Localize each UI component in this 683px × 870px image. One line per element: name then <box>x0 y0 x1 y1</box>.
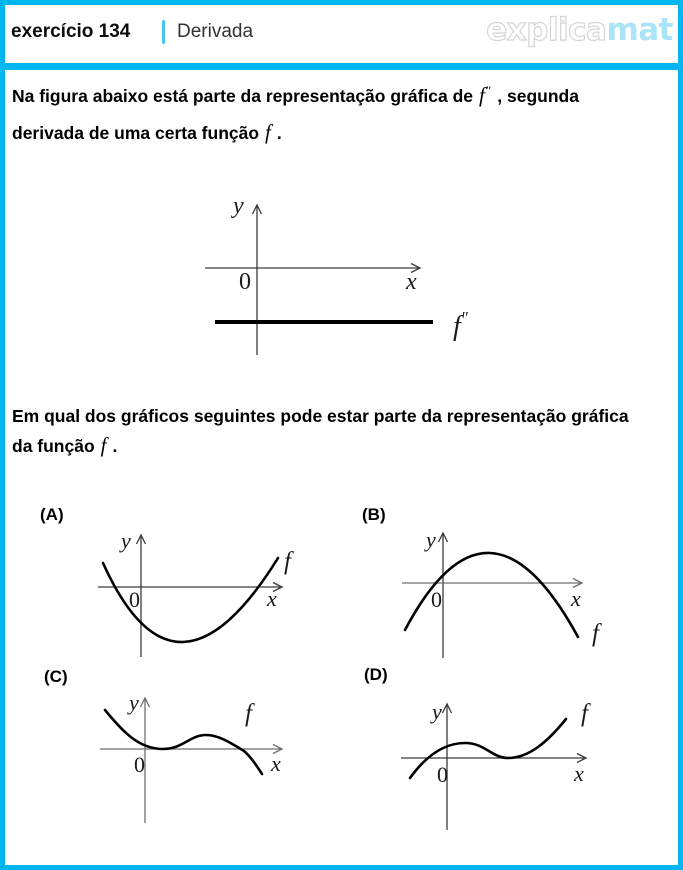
option-c-graph <box>93 688 313 838</box>
fpp-x-label: x <box>406 269 417 295</box>
option-a-origin-label: 0 <box>129 587 140 612</box>
math-f-second-derivative: f″ <box>479 83 492 107</box>
option-c-x-label: x <box>271 751 281 776</box>
option-c-origin-label: 0 <box>134 752 145 777</box>
header-separator-bar <box>0 63 683 70</box>
option-c-y-label: y <box>129 690 139 715</box>
fpp-curve-label: f″ <box>453 308 468 342</box>
explicamat-logo <box>486 12 673 48</box>
option-c-label: (C) <box>44 667 68 686</box>
option-a-graph <box>88 523 308 668</box>
exercise-number: exercício 134 <box>11 21 131 42</box>
math-f: f <box>265 120 271 144</box>
fpp-origin-label: 0 <box>239 269 251 295</box>
logo-explica: explica <box>486 12 607 48</box>
option-b-curve-label: f <box>592 620 599 647</box>
option-d-curve-label: f <box>581 700 588 727</box>
option-a-label: (A) <box>40 505 64 524</box>
question-line-1: Em qual dos gráficos seguintes pode estar parte da representação gráfica <box>12 406 629 426</box>
option-d-origin-label: 0 <box>437 762 448 787</box>
option-d-graph <box>393 688 623 843</box>
option-b-graph <box>393 523 618 668</box>
problem-line-1: Na figura abaixo está parte da representação gráfica de f″ , segunda <box>12 83 579 107</box>
logo-mat: mat <box>606 12 673 48</box>
option-b-x-label: x <box>571 586 581 611</box>
option-b-origin-label: 0 <box>431 587 442 612</box>
option-c-curve <box>105 710 262 774</box>
question-line-2: da função f . <box>12 433 118 457</box>
option-d-y-label: y <box>432 699 442 724</box>
option-d-curve <box>410 719 566 778</box>
problem-line-2: derivada de uma certa função f . <box>12 120 282 144</box>
option-d-label: (D) <box>364 665 388 684</box>
option-c-curve-label: f <box>245 700 252 727</box>
option-a-x-label: x <box>267 586 277 611</box>
option-b-label: (B) <box>362 505 386 524</box>
header-divider <box>162 20 165 44</box>
header-topic: Derivada <box>177 21 254 42</box>
math-f: f <box>100 433 107 457</box>
fpp-y-label: y <box>233 193 244 219</box>
fpp-figure <box>195 195 495 365</box>
option-a-curve-label: f <box>284 548 291 575</box>
option-d-x-label: x <box>574 761 584 786</box>
option-b-y-label: y <box>426 527 436 552</box>
option-a-y-label: y <box>121 528 131 553</box>
